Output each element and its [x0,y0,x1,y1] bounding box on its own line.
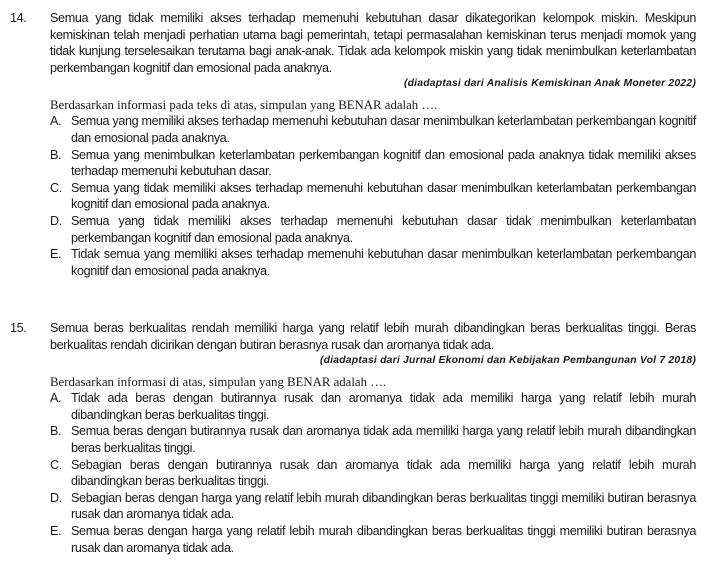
question-number: 14. [10,11,27,25]
option-text: Sebagian beras dengan butirannya rusak dan aromanya tidak ada memiliki harga yang relatif lebih murah dibandingkan beras berkualitas tinggi. [71,457,696,489]
option-c[interactable] [50,457,696,490]
question-stem: Semua yang tidak memiliki akses terhadap memenuhi kebutuhan dasar dikategorikan kelompok miskin. Meskipun kemiskinan telah menjadi perhatian utama bagi pemerintah, tetapi permasalahan kemiskinan terus menjadi momok yang tidak kunjung terselesaikan terutama bagi anak-anak. Tidak ada kelompok miskin yang tidak menimbulkan keterlambatan perkembangan kognitif dan emosional pada anaknya. [50,11,696,75]
option-b[interactable] [50,423,696,456]
question-stem: Semua beras berkualitas rendah memiliki harga yang relatif lebih murah dibandingkan beras berkualitas tinggi. Beras berkualitas rendah dicirikan dengan butiran berasnya rusak dan aromanya tidak ada. [50,321,696,352]
option-letter: D. [50,490,62,505]
option-d[interactable] [50,213,696,246]
source-citation: (diadaptasi dari Analisis Kemiskinan Anak Moneter 2022) [403,78,696,90]
option-letter: A. [50,391,62,406]
option-letter: A. [50,114,62,129]
option-e[interactable] [50,246,696,279]
question-prompt: Berdasarkan informasi pada teks di atas, simpulan yang BENAR adalah …. [50,98,438,113]
option-letter: B. [50,147,62,162]
question-14 [10,10,696,279]
option-letter: C. [50,180,62,195]
option-c[interactable] [50,180,696,213]
option-letter: D. [50,213,62,228]
option-text: Semua yang memiliki akses terhadap memenuhi kebutuhan dasar menimbulkan keterlambatan perkembangan kognitif dan emosional pada anaknya. [71,114,696,145]
option-letter: E. [50,523,62,538]
option-a[interactable] [50,390,696,423]
option-text: Tidak ada beras dengan butirannya rusak dan aromanya tidak ada memiliki harga yang relatif lebih murah dibandingkan beras berkualitas tinggi. [71,391,696,422]
option-letter: B. [50,424,62,439]
option-text: Semua yang menimbulkan keterlambatan perkembangan kognitif dan emosional pada anaknya tidak memiliki akses terhadap memenuhi kebutuhan dasar. [71,147,696,179]
question-number: 15. [10,321,27,335]
option-letter: E. [50,247,62,262]
option-text: Semua beras dengan harga yang relatif lebih murah dibandingkan beras berkualitas tinggi memiliki butiran berasnya rusak dan aromanya tidak ada. [71,523,696,555]
option-b[interactable] [50,147,696,180]
option-list [50,113,696,279]
option-a[interactable] [50,113,696,146]
option-d[interactable] [50,490,696,523]
question-15 [10,320,696,556]
option-text: Tidak semua yang memiliki akses terhadap memenuhi kebutuhan dasar menimbulkan keterlambatan perkembangan kognitif dan emosional pada anaknya. [71,247,696,278]
option-e[interactable] [50,523,696,556]
option-text: Semua yang tidak memiliki akses terhadap memenuhi kebutuhan dasar tidak menimbulkan keterlambatan perkembangan kognitif dan emosional pada anaknya. [71,213,696,245]
option-text: Semua yang tidak memiliki akses terhadap memenuhi kebutuhan dasar menimbulkan keterlambatan perkembangan kognitif dan emosional pada anaknya. [71,180,696,212]
question-prompt: Berdasarkan informasi di atas, simpulan yang BENAR adalah …. [50,375,387,390]
option-text: Semua beras dengan butirannya rusak dan aromanya tidak ada memiliki harga yang relatif lebih murah dibandingkan beras berkualitas tinggi. [71,424,696,455]
option-text: Sebagian beras dengan harga yang relatif lebih murah dibandingkan beras berkualitas tinggi memiliki butiran berasnya rusak dan aromanya tidak ada. [71,490,696,522]
source-citation: (diadaptasi dari Jurnal Ekonomi dan Kebijakan Pembangunan Vol 7 2018) [319,355,696,367]
option-list [50,390,696,556]
option-letter: C. [50,457,62,472]
